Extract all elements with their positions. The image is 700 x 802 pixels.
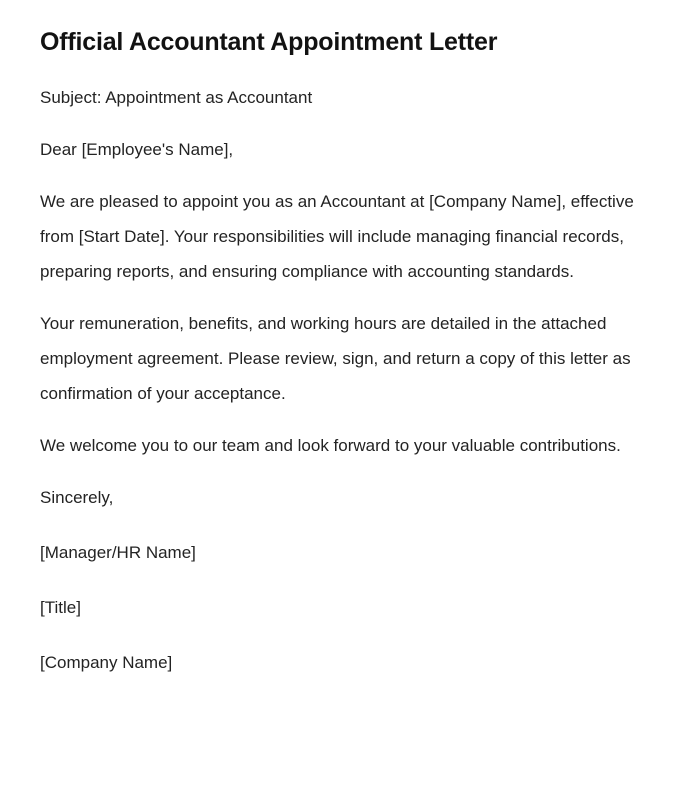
page-title: Official Accountant Appointment Letter: [40, 28, 498, 56]
signature-title: [Title]: [40, 598, 81, 617]
paragraph-spacer: [40, 289, 640, 306]
signature-spacer: [40, 570, 640, 590]
salutation: Dear [Employee's Name],: [40, 140, 234, 159]
body-paragraph-1: We are pleased to appoint you as an Accountant at [Company Name], effective from [Start Date]. Your responsibilities will include managing financial records, preparing reports, and ensuring compliance with accounting standards.: [40, 192, 634, 281]
signature-company-name: [Company Name]: [40, 653, 173, 672]
signature-manager-name: [Manager/HR Name]: [40, 543, 196, 562]
paragraph-spacer: [40, 411, 640, 428]
paragraph-spacer: [40, 115, 640, 132]
paragraph-spacer: [40, 167, 640, 184]
body-paragraph-3: We welcome you to our team and look forward to your valuable contributions.: [40, 436, 621, 455]
closing-salutation: Sincerely,: [40, 488, 114, 507]
body-paragraph-2: Your remuneration, benefits, and working hours are detailed in the attached employment agreement. Please review, sign, and return a copy of this letter as confirmation of your acceptance.: [40, 314, 631, 403]
title-spacer: [40, 58, 640, 80]
paragraph-spacer: [40, 463, 640, 480]
subject-line: Subject: Appointment as Accountant: [40, 88, 313, 107]
signature-spacer: [40, 515, 640, 535]
signature-spacer: [40, 625, 640, 645]
